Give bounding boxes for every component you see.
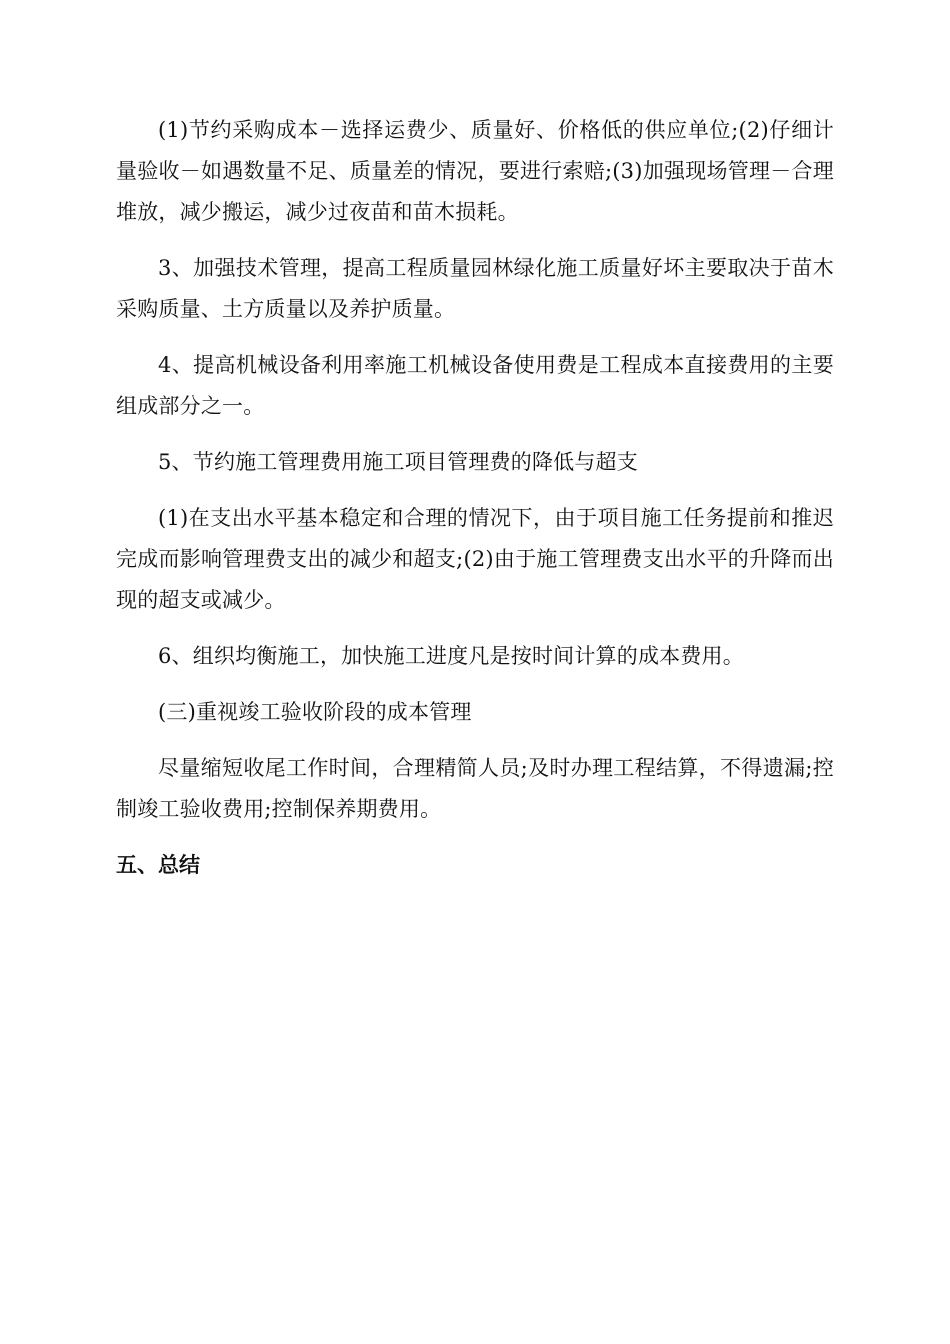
- paragraph-completion-stage-details: 尽量缩短收尾工作时间，合理精简人员;及时办理工程结算，不得遗漏;控制竣工验收费用;控制保养期费用。: [116, 756, 834, 821]
- paragraph-completion-stage-heading: (三)重视竣工验收阶段的成本管理: [158, 700, 472, 724]
- paragraph-equipment-utilization: 4、提高机械设备利用率施工机械设备使用费是工程成本直接费用的主要组成部分之一。: [116, 353, 834, 418]
- paragraph-balanced-construction: 6、组织均衡施工，加快施工进度凡是按时间计算的成本费用。: [158, 644, 744, 668]
- paragraph-management-fee: 5、节约施工管理费用施工项目管理费的降低与超支: [158, 450, 638, 474]
- paragraph-technical-management: 3、加强技术管理，提高工程质量园林绿化施工质量好坏主要取决于苗木采购质量、土方质量以及养护质量。: [116, 256, 834, 321]
- paragraph-procurement-cost: (1)节约采购成本－选择运费少、质量好、价格低的供应单位;(2)仔细计量验收－如遇数量不足、质量差的情况，要进行索赔;(3)加强现场管理－合理堆放，减少搬运，减少过夜苗和苗木损耗。: [116, 118, 834, 224]
- paragraph-management-fee-details: (1)在支出水平基本稳定和合理的情况下，由于项目施工任务提前和推迟完成而影响管理费支出的减少和超支;(2)由于施工管理费支出水平的升降而出现的超支或减少。: [116, 506, 834, 612]
- document-body: [116, 110, 834, 886]
- section-heading-summary: 五、总结: [116, 853, 200, 877]
